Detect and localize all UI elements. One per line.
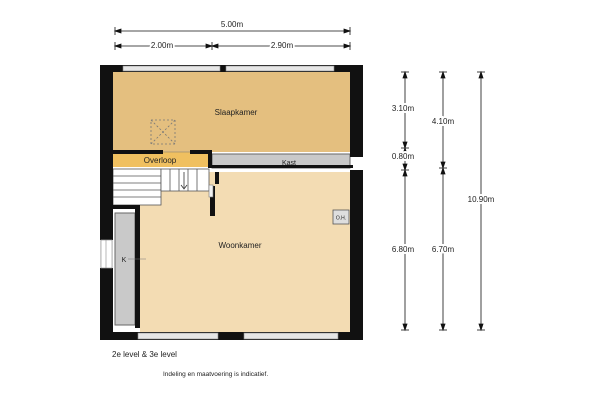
disclaimer-note: Indeling en maatvoering is indicatief.	[163, 371, 269, 378]
dim-total-width: 5.00m	[220, 20, 244, 29]
window-frame-left-gap	[101, 240, 112, 268]
room-label-overloop: Overloop	[143, 156, 177, 165]
oh-label: O.H.	[335, 215, 347, 222]
dim-right-width: 2.90m	[270, 41, 294, 50]
dim-h-top: 3.10m	[391, 104, 415, 113]
dim-h-lower: 6.70m	[431, 245, 455, 254]
dim-h-bottom: 6.80m	[391, 245, 415, 254]
kast-left-floor	[115, 213, 135, 325]
woonkamer-floor	[140, 172, 351, 332]
dim-h-upper: 4.10m	[431, 117, 455, 126]
dim-left-width: 2.00m	[150, 41, 174, 50]
woonkamer-floor-upper	[215, 172, 351, 182]
room-label-woonkamer: Woonkamer	[218, 241, 262, 250]
room-label-slaapkamer: Slaapkamer	[214, 108, 258, 117]
room-label-kast-left: K	[121, 257, 127, 264]
dim-h-mid: 0.80m	[391, 152, 415, 161]
dim-h-total: 10.90m	[467, 195, 495, 204]
floor-caption: 2e level & 3e level	[112, 350, 177, 359]
room-label-kast: Kast	[281, 160, 297, 167]
